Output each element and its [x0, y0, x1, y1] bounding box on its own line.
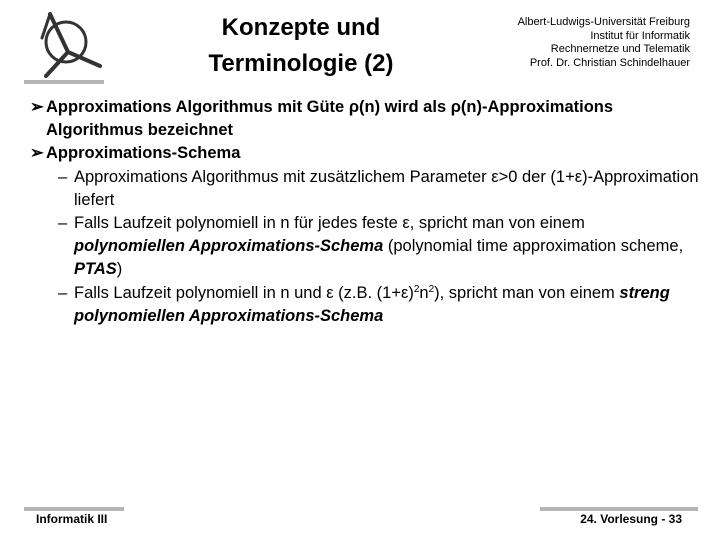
- ptas-abbreviation: PTAS: [74, 260, 117, 279]
- footer-divider-right: [540, 507, 698, 511]
- arrow-bullet-icon: ➢: [30, 144, 44, 163]
- course-name: Informatik III: [36, 512, 108, 526]
- dash-bullet-icon: –: [58, 167, 68, 186]
- sub-bullet-item: – Falls Laufzeit polynomiell in n und ε (z.B. $(1+\varepsilon)^2n^2$), spricht man von einem streng polynomiellen Approximations-Schema: [58, 283, 670, 325]
- page-number: 24. Vorlesung - 33: [580, 512, 682, 526]
- slide-title: Konzepte und Terminologie (2): [208, 14, 394, 77]
- bullet-item: ➢ Approximations-Schema: [30, 142, 700, 165]
- bullet-item: ➢ Approximations Algorithmus mit Güte ρ(n) wird als ρ(n)-Approximations Algorithmus bezeichnet: [30, 98, 614, 140]
- institution-info: Albert-Ludwigs-Universität Freiburg Institut für Informatik Rechnernetze und Telematik Prof. Dr. Christian Schindelhauer: [517, 16, 690, 69]
- slide-content: [30, 96, 700, 328]
- sub-bullet-item: – Approximations Algorithmus mit zusätzlichem Parameter ε>0 der (1+ε)-Approximation liefert: [58, 167, 699, 209]
- arrow-bullet-icon: ➢: [30, 98, 44, 116]
- dash-bullet-icon: –: [58, 214, 68, 233]
- university-logo-icon: [28, 8, 106, 82]
- ptas-term: polynomiellen Approximations-Schema: [74, 237, 384, 256]
- footer-divider-left: [24, 507, 124, 511]
- dash-bullet-icon: –: [58, 283, 68, 302]
- sub-bullet-item: – Falls Laufzeit polynomiell in n für jedes feste ε, spricht man von einem polynomiellen Approximations-Schema (polynomial time approximation scheme, PTAS): [58, 214, 684, 279]
- fptas-term: streng polynomiellen Approximations-Schema: [74, 283, 670, 325]
- header-divider: [24, 80, 104, 84]
